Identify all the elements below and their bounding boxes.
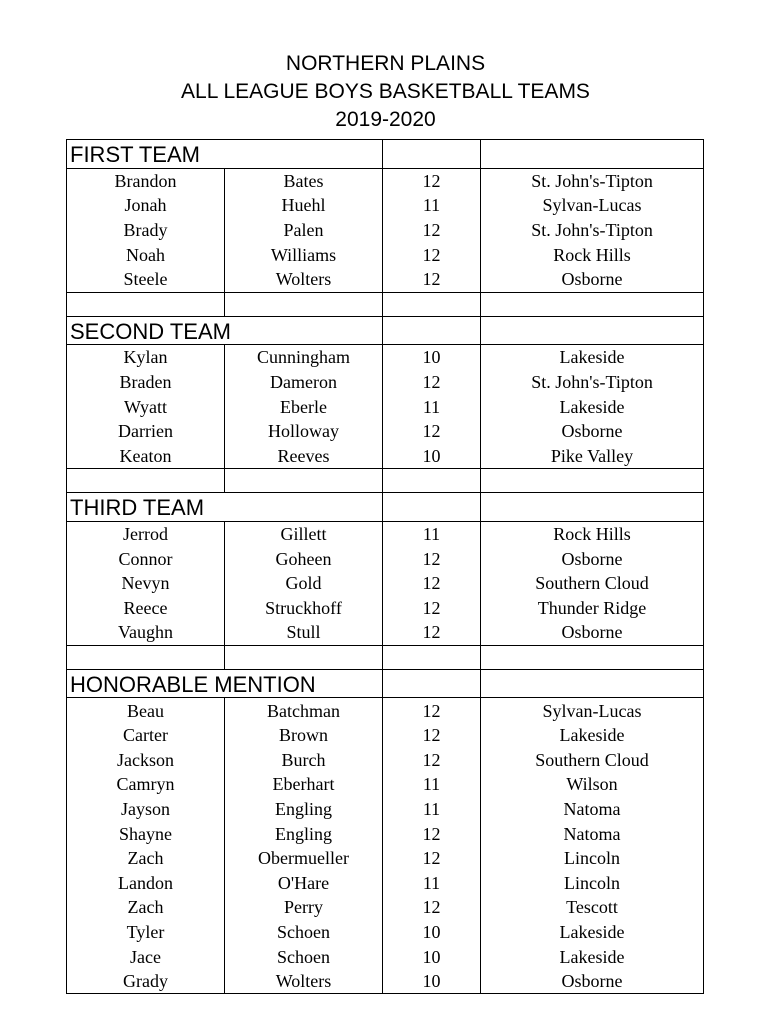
first-name-cell: Braden (67, 370, 225, 395)
school-cell: Thunder Ridge (481, 596, 704, 621)
player-row (67, 698, 704, 723)
empty-cell (481, 469, 704, 493)
last-name-cell: Engling (225, 821, 383, 846)
section-header-row (67, 140, 704, 169)
first-name-cell: Zach (67, 846, 225, 871)
player-row (67, 168, 704, 193)
first-name-cell: Carter (67, 723, 225, 748)
grade-cell: 11 (383, 521, 481, 546)
last-name-cell: Goheen (225, 546, 383, 571)
grade-cell: 10 (383, 920, 481, 945)
last-name-cell: Wolters (225, 969, 383, 994)
last-name-cell: Dameron (225, 370, 383, 395)
empty-cell (225, 645, 383, 669)
title-season: 2019-2020 (335, 108, 436, 131)
school-cell: Rock Hills (481, 521, 704, 546)
first-name-cell: Landon (67, 870, 225, 895)
school-cell: Osborne (481, 620, 704, 645)
grade-cell: 11 (383, 193, 481, 218)
grade-cell: 12 (383, 747, 481, 772)
player-row (67, 821, 704, 846)
player-row (67, 419, 704, 444)
grade-cell: 10 (383, 345, 481, 370)
grade-cell: 10 (383, 444, 481, 469)
grade-cell: 12 (383, 620, 481, 645)
last-name-cell: Bates (225, 168, 383, 193)
last-name-cell: Cunningham (225, 345, 383, 370)
title-league: NORTHERN PLAINS (285, 52, 486, 75)
empty-cell (481, 645, 704, 669)
section-header-row (67, 669, 704, 698)
grade-cell: 12 (383, 571, 481, 596)
first-name-cell: Steele (67, 267, 225, 292)
player-row (67, 620, 704, 645)
grade-cell: 11 (383, 772, 481, 797)
empty-cell (225, 469, 383, 493)
empty-cell (67, 292, 225, 316)
player-row (67, 345, 704, 370)
grade-cell: 10 (383, 969, 481, 994)
grade-cell: 12 (383, 723, 481, 748)
empty-cell (383, 669, 481, 698)
empty-cell (481, 669, 704, 698)
grade-cell: 12 (383, 267, 481, 292)
spacer-row (67, 469, 704, 493)
player-row (67, 772, 704, 797)
first-name-cell: Grady (67, 969, 225, 994)
player-row (67, 571, 704, 596)
empty-cell (383, 469, 481, 493)
empty-cell (67, 469, 225, 493)
last-name-cell: Huehl (225, 193, 383, 218)
roster-body (67, 140, 704, 994)
player-row (67, 797, 704, 822)
school-cell: Natoma (481, 797, 704, 822)
school-cell: Osborne (481, 267, 704, 292)
grade-cell: 12 (383, 546, 481, 571)
school-cell: Lakeside (481, 345, 704, 370)
grade-cell: 11 (383, 394, 481, 419)
empty-cell (481, 493, 704, 522)
section-title: THIRD TEAM (67, 493, 383, 522)
last-name-cell: Engling (225, 797, 383, 822)
player-row (67, 870, 704, 895)
school-cell: Osborne (481, 546, 704, 571)
last-name-cell: Stull (225, 620, 383, 645)
player-row (67, 394, 704, 419)
grade-cell: 12 (383, 821, 481, 846)
section-header-row (67, 493, 704, 522)
grade-cell: 12 (383, 242, 481, 267)
school-cell: Southern Cloud (481, 571, 704, 596)
last-name-cell: Eberhart (225, 772, 383, 797)
last-name-cell: O'Hare (225, 870, 383, 895)
player-row (67, 370, 704, 395)
last-name-cell: Schoen (225, 944, 383, 969)
first-name-cell: Brandon (67, 168, 225, 193)
grade-cell: 12 (383, 846, 481, 871)
first-name-cell: Shayne (67, 821, 225, 846)
school-cell: Lakeside (481, 723, 704, 748)
first-name-cell: Camryn (67, 772, 225, 797)
grade-cell: 12 (383, 698, 481, 723)
player-row (67, 267, 704, 292)
grade-cell: 12 (383, 218, 481, 243)
grade-cell: 11 (383, 870, 481, 895)
school-cell: Lakeside (481, 394, 704, 419)
grade-cell: 12 (383, 168, 481, 193)
last-name-cell: Gillett (225, 521, 383, 546)
last-name-cell: Eberle (225, 394, 383, 419)
school-cell: Osborne (481, 969, 704, 994)
empty-cell (383, 645, 481, 669)
school-cell: Rock Hills (481, 242, 704, 267)
empty-cell (67, 645, 225, 669)
player-row (67, 747, 704, 772)
section-title: SECOND TEAM (67, 316, 383, 345)
player-row (67, 895, 704, 920)
section-title: FIRST TEAM (67, 140, 383, 169)
player-row (67, 920, 704, 945)
first-name-cell: Jayson (67, 797, 225, 822)
first-name-cell: Connor (67, 546, 225, 571)
school-cell: St. John's-Tipton (481, 168, 704, 193)
section-header-row (67, 316, 704, 345)
empty-cell (383, 316, 481, 345)
first-name-cell: Keaton (67, 444, 225, 469)
school-cell: Sylvan-Lucas (481, 698, 704, 723)
player-row (67, 444, 704, 469)
school-cell: Pike Valley (481, 444, 704, 469)
player-row (67, 521, 704, 546)
school-cell: Wilson (481, 772, 704, 797)
section-title: HONORABLE MENTION (67, 669, 383, 698)
last-name-cell: Burch (225, 747, 383, 772)
school-cell: Sylvan-Lucas (481, 193, 704, 218)
first-name-cell: Reece (67, 596, 225, 621)
last-name-cell: Obermueller (225, 846, 383, 871)
empty-cell (481, 140, 704, 169)
school-cell: Natoma (481, 821, 704, 846)
last-name-cell: Brown (225, 723, 383, 748)
grade-cell: 11 (383, 797, 481, 822)
first-name-cell: Jerrod (67, 521, 225, 546)
empty-cell (383, 292, 481, 316)
first-name-cell: Noah (67, 242, 225, 267)
first-name-cell: Tyler (67, 920, 225, 945)
school-cell: Lincoln (481, 870, 704, 895)
last-name-cell: Batchman (225, 698, 383, 723)
player-row (67, 193, 704, 218)
grade-cell: 10 (383, 944, 481, 969)
first-name-cell: Kylan (67, 345, 225, 370)
player-row (67, 944, 704, 969)
first-name-cell: Vaughn (67, 620, 225, 645)
school-cell: Osborne (481, 419, 704, 444)
school-cell: Lincoln (481, 846, 704, 871)
first-name-cell: Zach (67, 895, 225, 920)
player-row (67, 969, 704, 994)
first-name-cell: Beau (67, 698, 225, 723)
last-name-cell: Schoen (225, 920, 383, 945)
first-name-cell: Jonah (67, 193, 225, 218)
first-name-cell: Jackson (67, 747, 225, 772)
empty-cell (383, 140, 481, 169)
last-name-cell: Holloway (225, 419, 383, 444)
roster-table (66, 139, 704, 994)
school-cell: Southern Cloud (481, 747, 704, 772)
player-row (67, 723, 704, 748)
last-name-cell: Perry (225, 895, 383, 920)
first-name-cell: Brady (67, 218, 225, 243)
player-row (67, 218, 704, 243)
title-teams: ALL LEAGUE BOYS BASKETBALL TEAMS (181, 80, 590, 103)
grade-cell: 12 (383, 895, 481, 920)
spacer-row (67, 645, 704, 669)
last-name-cell: Struckhoff (225, 596, 383, 621)
last-name-cell: Reeves (225, 444, 383, 469)
spacer-row (67, 292, 704, 316)
last-name-cell: Palen (225, 218, 383, 243)
grade-cell: 12 (383, 419, 481, 444)
last-name-cell: Wolters (225, 267, 383, 292)
first-name-cell: Jace (67, 944, 225, 969)
grade-cell: 12 (383, 370, 481, 395)
grade-cell: 12 (383, 596, 481, 621)
empty-cell (225, 292, 383, 316)
school-cell: St. John's-Tipton (481, 218, 704, 243)
school-cell: St. John's-Tipton (481, 370, 704, 395)
empty-cell (383, 493, 481, 522)
first-name-cell: Darrien (67, 419, 225, 444)
document-title (0, 50, 771, 134)
empty-cell (481, 292, 704, 316)
player-row (67, 546, 704, 571)
player-row (67, 596, 704, 621)
last-name-cell: Gold (225, 571, 383, 596)
school-cell: Tescott (481, 895, 704, 920)
player-row (67, 846, 704, 871)
school-cell: Lakeside (481, 920, 704, 945)
last-name-cell: Williams (225, 242, 383, 267)
empty-cell (481, 316, 704, 345)
school-cell: Lakeside (481, 944, 704, 969)
player-row (67, 242, 704, 267)
first-name-cell: Wyatt (67, 394, 225, 419)
first-name-cell: Nevyn (67, 571, 225, 596)
